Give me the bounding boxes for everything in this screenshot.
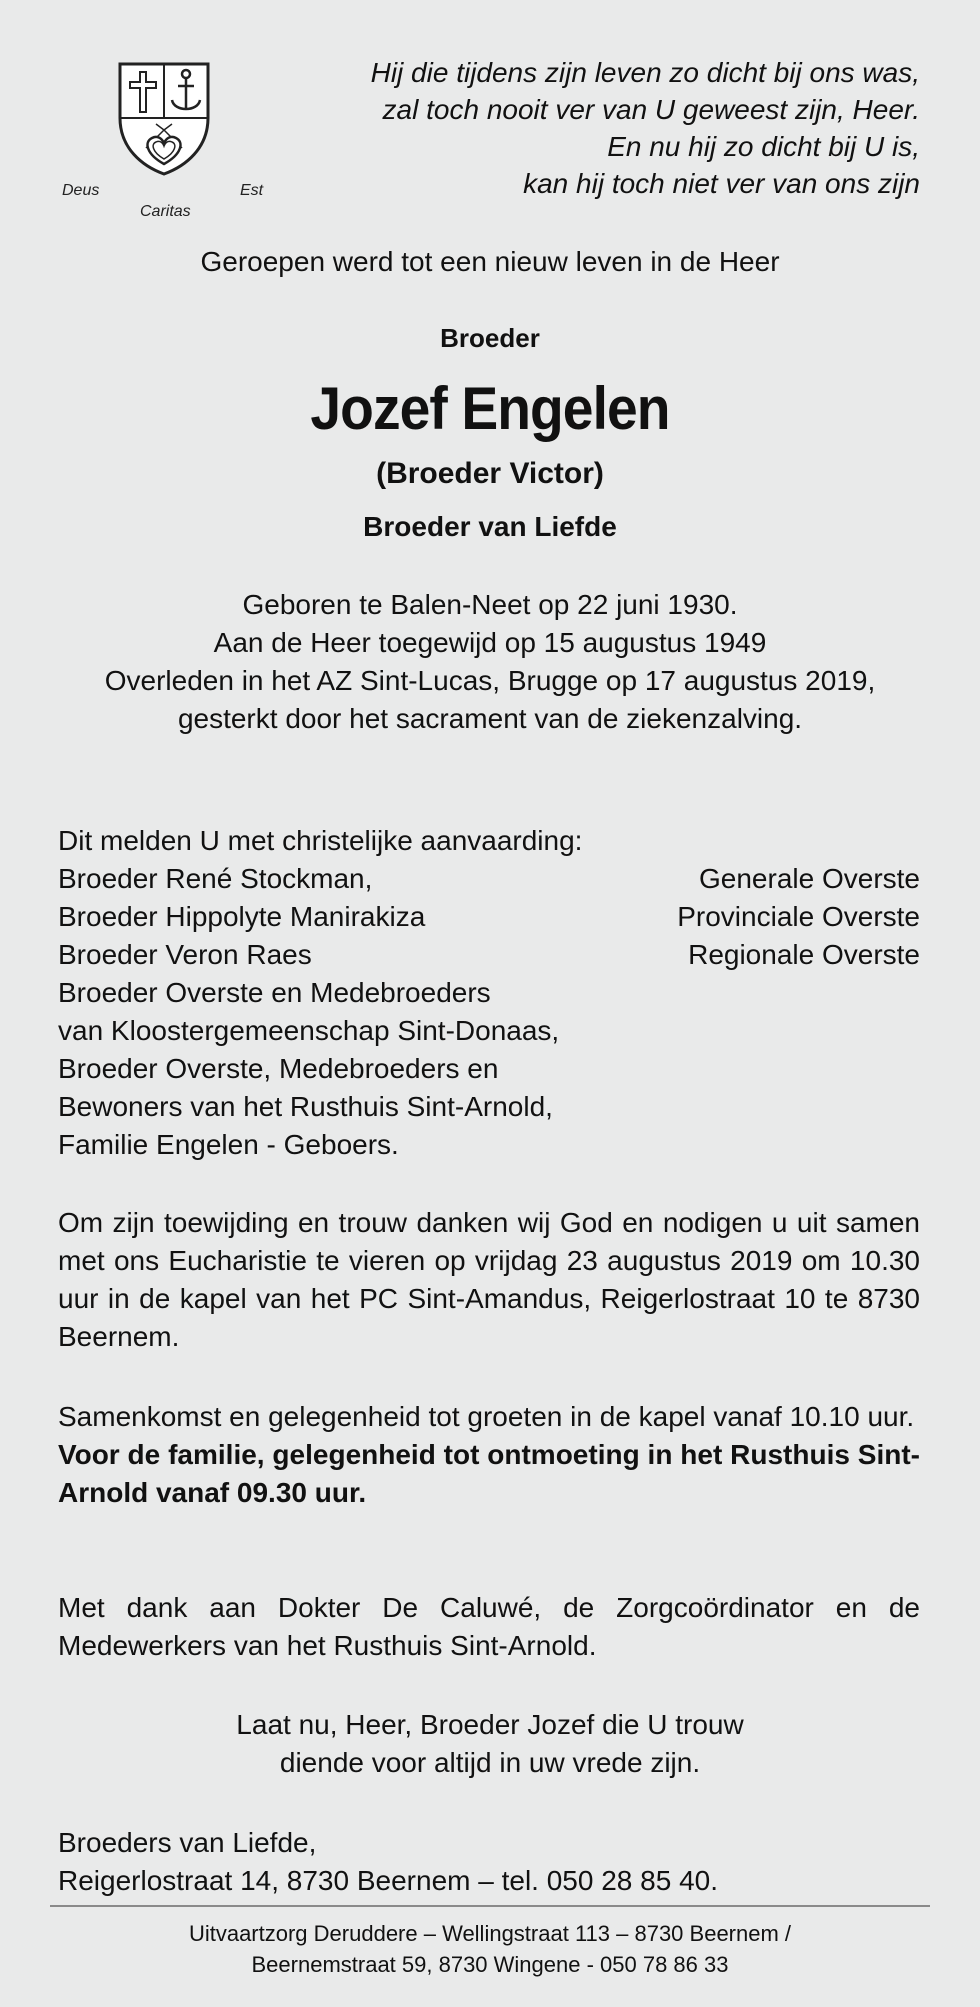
motto-word: Deus <box>62 182 100 199</box>
mourner-row <box>58 1050 920 1088</box>
motto-word: Caritas <box>140 203 191 220</box>
life-detail-line: Overleden in het AZ Sint-Lucas, Brugge op 17 augustus 2019, <box>104 665 876 696</box>
announcement: Geroepen werd tot een nieuw leven in de Heer <box>200 246 780 277</box>
mourner-row <box>58 974 920 1012</box>
deceased-name: Jozef Engelen <box>310 375 670 442</box>
address-line: Reigerlostraat 14, 8730 Beernem – tel. 050 28 85 40. <box>58 1865 718 1896</box>
contact-address <box>58 1824 920 1900</box>
footer-line: Uitvaartzorg Deruddere – Wellingstraat 113 – 8730 Beernem / <box>188 1921 792 1946</box>
deceased-prefix: Broeder <box>440 323 540 353</box>
mourner-row <box>58 1012 920 1050</box>
funeral-home-footer <box>0 1918 980 1980</box>
mourner-name: Broeder René Stockman, <box>58 863 373 894</box>
mourner-role: Provinciale Overste <box>677 901 920 932</box>
gathering-info <box>58 1398 920 1512</box>
congregation: Broeder van Liefde <box>363 511 617 542</box>
religious-name: (Broeder Victor) <box>376 457 604 490</box>
life-detail-line: Geboren te Balen-Neet op 22 juni 1930. <box>242 589 738 620</box>
mourner-name: Broeder Overste, Medebroeders en <box>58 1053 499 1084</box>
family-meeting-text: Voor de familie, gelegenheid tot ontmoeting in het Rusthuis Sint-Arnold vanaf 09.30 uur. <box>58 1439 920 1508</box>
mourner-row <box>58 1126 920 1164</box>
footer-line: Beernemstraat 59, 8730 Wingene - 050 78 86 33 <box>251 1952 729 1977</box>
mourner-name: Broeder Hippolyte Manirakiza <box>58 901 426 932</box>
mass-invitation: Om zijn toewijding en trouw danken wij God en nodigen u uit samen met ons Eucharistie te vieren op vrijdag 23 augustus 2019 om 10.30 uur in de kapel van het PC Sint-Amandus, Reigerlostraat 10 te 8730 Beernem. <box>58 1207 920 1352</box>
mourner-row <box>58 898 920 936</box>
life-detail-line: Aan de Heer toegewijd op 15 augustus 1949 <box>213 627 767 658</box>
mourner-row <box>58 860 920 898</box>
gathering-text: Samenkomst en gelegenheid tot groeten in de kapel vanaf 10.10 uur. <box>58 1401 915 1432</box>
poem-line: En nu hij zo dicht bij U is, <box>607 131 920 162</box>
opening-poem <box>280 54 920 202</box>
closing-prayer <box>0 1706 980 1782</box>
coat-of-arms <box>58 60 278 230</box>
mourners-list <box>58 822 920 1164</box>
mourner-row <box>58 936 920 974</box>
footer-divider <box>50 1905 930 1907</box>
closing-line: Laat nu, Heer, Broeder Jozef die U trouw <box>236 1709 744 1740</box>
address-line: Broeders van Liefde, <box>58 1827 317 1858</box>
motto-word: Est <box>240 182 264 199</box>
life-detail-line: gesterkt door het sacrament van de ziekenzalving. <box>177 703 803 734</box>
mourner-role: Generale Overste <box>699 863 920 894</box>
mourner-name: van Kloostergemeenschap Sint-Donaas, <box>58 1015 560 1046</box>
life-details <box>0 586 980 738</box>
mourners-intro: Dit melden U met christelijke aanvaarding: <box>58 825 583 856</box>
mourner-name: Familie Engelen - Geboers. <box>58 1129 399 1160</box>
poem-line: Hij die tijdens zijn leven zo dicht bij ons was, <box>370 57 920 88</box>
shield-icon <box>116 60 212 178</box>
mourner-role: Regionale Overste <box>688 939 920 970</box>
poem-line: zal toch nooit ver van U geweest zijn, Heer. <box>382 94 920 125</box>
poem-line: kan hij toch niet ver van ons zijn <box>523 168 920 199</box>
mourner-name: Broeder Veron Raes <box>58 939 312 970</box>
thanks-text: Met dank aan Dokter De Caluwé, de Zorgcoördinator en de Medewerkers van het Rusthuis Sint-Arnold. <box>58 1592 920 1661</box>
mourner-row <box>58 1088 920 1126</box>
closing-line: diende voor altijd in uw vrede zijn. <box>279 1747 701 1778</box>
mourner-name: Broeder Overste en Medebroeders <box>58 977 491 1008</box>
mourner-name: Bewoners van het Rusthuis Sint-Arnold, <box>58 1091 553 1122</box>
